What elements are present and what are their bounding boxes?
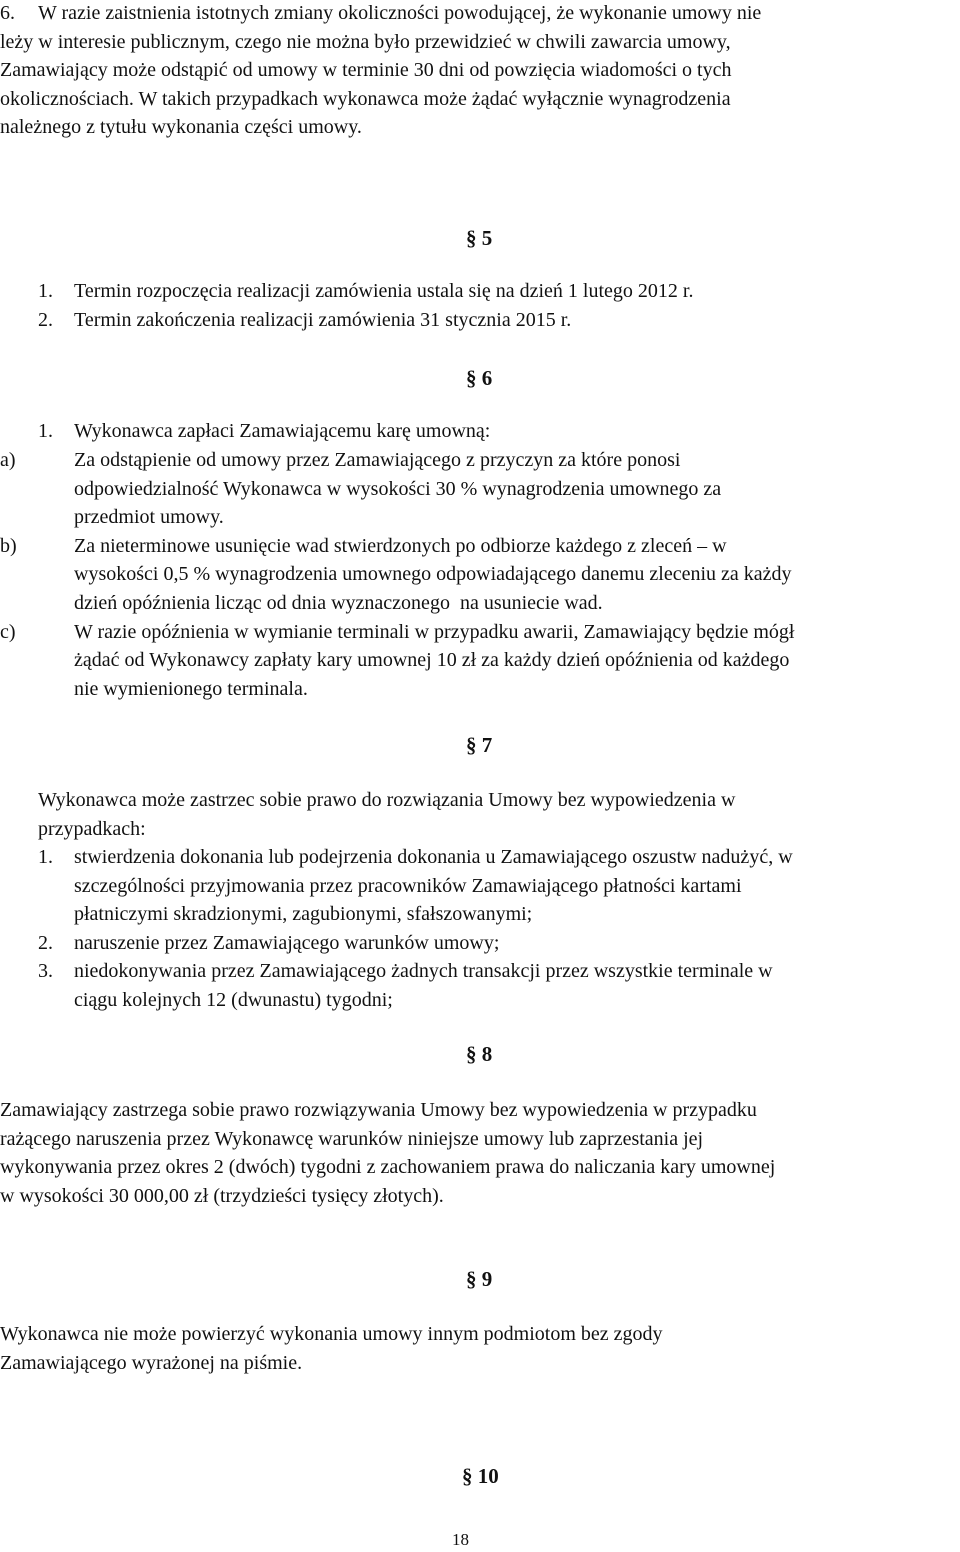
text-line: stwierdzenia dokonania lub podejrzenia dokonania u Zamawiającego oszustw nadużyć, w: [74, 846, 793, 868]
section-heading-6: § 6: [466, 366, 493, 390]
item-text: [74, 843, 958, 929]
item-number: 2.: [38, 931, 53, 954]
item-number: 3.: [38, 960, 53, 983]
item-number: 1.: [38, 420, 53, 442]
item-text: [74, 957, 958, 1014]
text-line: żądać od Wykonawcy zapłaty kary umownej 10 zł za każdy dzień opóźnienia od każdego: [74, 649, 790, 672]
intro-paragraph: [0, 0, 960, 142]
item-text: [74, 277, 938, 306]
text-line: płatniczymi skradzionymi, zagubionymi, sfałszowanymi;: [74, 903, 533, 926]
section-5-list: [38, 277, 938, 334]
section-heading-7: § 7: [466, 733, 493, 757]
text-line: naruszenie przez Zamawiającego warunków umowy;: [74, 931, 500, 954]
text-line: rażącego naruszenia przez Wykonawcę warunków niniejsze umowy lub zaprzestania jej: [0, 1127, 704, 1150]
list-item: [38, 277, 938, 306]
text-line: wykonywania przez okres 2 (dwóch) tygodni z zachowaniem prawa do naliczania kary umownej: [0, 1156, 776, 1179]
item-text: [74, 532, 960, 618]
text-line: w wysokości 30 000,00 zł (trzydzieści tysięcy złotych).: [0, 1184, 444, 1207]
list-item: [0, 446, 960, 532]
text-line: Wykonawca może zastrzec sobie prawo do rozwiązania Umowy bez wypowiedzenia w: [38, 789, 736, 811]
intro-continuation: [0, 28, 960, 142]
item-letter: c): [0, 620, 16, 643]
section-heading-10: § 10: [462, 1464, 499, 1488]
item-text: [38, 0, 960, 28]
intro-item: [0, 0, 960, 28]
text-line: wysokości 0,5 % wynagrodzenia umownego odpowiadającego danemu zleceniu za każdy: [74, 563, 792, 586]
section-7-list: [38, 843, 958, 1015]
section-6-lead: [38, 417, 958, 446]
text-line: Termin rozpoczęcia realizacji zamówienia ustala się na dzień 1 lutego 2012 r.: [74, 280, 694, 302]
item-number: 1.: [38, 280, 53, 302]
list-item: [38, 957, 958, 1014]
text-line: Wykonawca zapłaci Zamawiającemu karę umowną:: [74, 420, 491, 442]
item-text: [74, 618, 960, 704]
item-text: [74, 446, 960, 532]
item-text: [74, 306, 938, 335]
text-line: niedokonywania przez Zamawiającego żadnych transakcji przez wszystkie terminale w: [74, 960, 773, 983]
section-6-list: [0, 446, 960, 703]
section-heading-9: § 9: [466, 1267, 493, 1291]
list-item: [38, 843, 958, 929]
text-line: przypadkach:: [38, 817, 146, 840]
page-number: 18: [452, 1530, 469, 1549]
list-item: [38, 929, 958, 958]
text-line: Za odstąpienie od umowy przez Zamawiającego z przyczyn za które ponosi: [74, 449, 681, 471]
item-text: [74, 417, 958, 446]
text-line: Zamawiający zastrzega sobie prawo rozwiązywania Umowy bez wypowiedzenia w przypadku: [0, 1099, 757, 1121]
section-9-paragraph: [0, 1320, 960, 1377]
section-heading-8: § 8: [466, 1042, 493, 1066]
text-line: należnego z tytułu wykonania części umowy.: [0, 116, 362, 139]
list-item: [38, 417, 958, 446]
list-item: [0, 532, 960, 618]
section-8-paragraph: [0, 1096, 960, 1210]
text-line: Zamawiającego wyrażonej na piśmie.: [0, 1351, 303, 1374]
item-letter: b): [0, 534, 17, 557]
section-heading-5: § 5: [466, 226, 493, 250]
text-line: Zamawiający może odstąpić od umowy w terminie 30 dni od powzięcia wiadomości o tych: [0, 59, 732, 82]
text-line: Za nieterminowe usunięcie wad stwierdzonych po odbiorze każdego z zleceń – w: [74, 534, 727, 557]
text-line: leży w interesie publicznym, czego nie można było przewidzieć w chwili zawarcia umowy,: [0, 30, 731, 53]
text-line: okolicznościach. W takich przypadkach wykonawca może żądać wyłącznie wynagrodzenia: [0, 87, 731, 110]
text-line: W razie zaistnienia istotnych zmiany okoliczności powodującej, że wykonanie umowy nie: [38, 2, 762, 24]
item-number: 2.: [38, 308, 53, 331]
text-line: Termin zakończenia realizacji zamówienia 31 stycznia 2015 r.: [74, 308, 572, 331]
text-line: odpowiedzialność Wykonawca w wysokości 30 % wynagrodzenia umownego za: [74, 477, 722, 500]
text-line: nie wymienionego terminala.: [74, 677, 308, 700]
text-line: ciągu kolejnych 12 (dwunastu) tygodni;: [74, 988, 393, 1011]
item-letter: a): [0, 449, 16, 471]
text-line: przedmiot umowy.: [74, 506, 224, 529]
list-item: [38, 306, 938, 335]
text-line: Wykonawca nie może powierzyć wykonania umowy innym podmiotom bez zgody: [0, 1323, 663, 1345]
list-item: [0, 618, 960, 704]
text-line: W razie opóźnienia w wymianie terminali w przypadku awarii, Zamawiający będzie mógł: [74, 620, 795, 643]
text-line: dzień opóźnienia licząc od dnia wyznaczonego na usuniecie wad.: [74, 591, 603, 614]
text-line: szczególności przyjmowania przez pracowników Zamawiającego płatności kartami: [74, 874, 742, 897]
item-text: [74, 929, 958, 958]
item-number: 6.: [0, 2, 15, 24]
item-number: 1.: [38, 846, 53, 868]
section-7-lead: [38, 786, 958, 843]
